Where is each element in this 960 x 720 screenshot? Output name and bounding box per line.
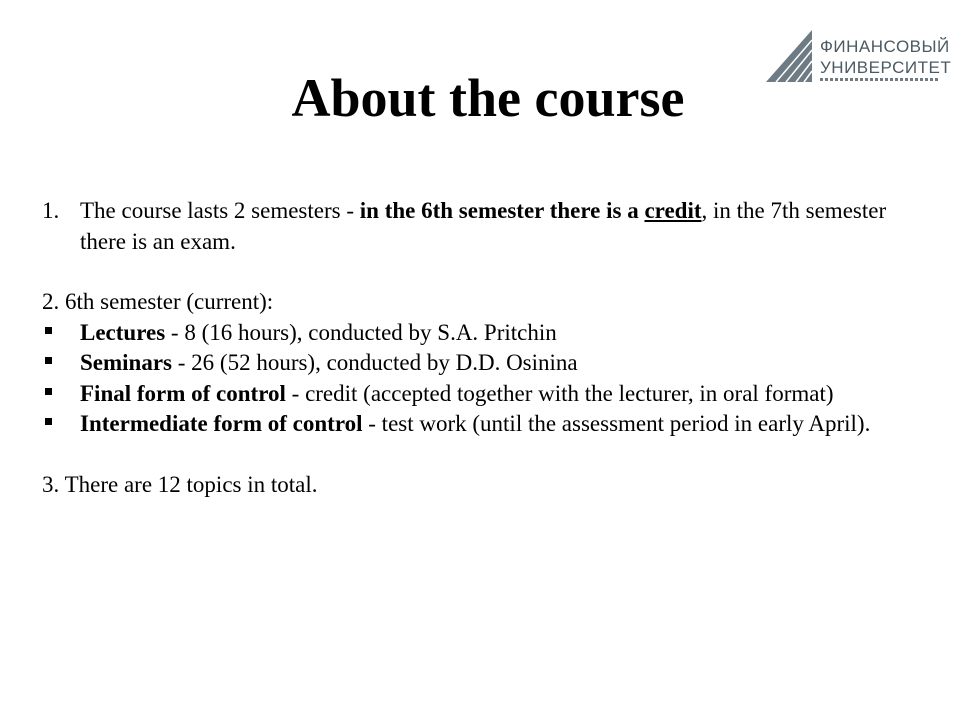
spacer: [42, 440, 932, 470]
logo-text-line2: УНИВЕРСИТЕТ: [820, 58, 952, 77]
bullet-text: - test work (until the assessment period in early April).: [362, 411, 871, 436]
bullet-item: [42, 348, 932, 379]
square-bullet-icon: [45, 388, 52, 395]
item1-bold-text: in the 6th semester there is a: [359, 198, 645, 223]
bullet-text: - 26 (52 hours), conducted by D.D. Osinina: [172, 350, 578, 375]
bullet-bold-label: Intermediate form of control: [80, 411, 363, 436]
item1-text-a: The course lasts 2 semesters -: [80, 198, 360, 223]
item2-heading: 2. 6th semester (current):: [42, 289, 274, 314]
list-item-1-marker: 1.: [42, 198, 60, 223]
list-item-1: [42, 196, 932, 257]
item3-text: 3. There are 12 topics in total.: [42, 471, 318, 497]
slide-content: [42, 196, 932, 500]
bullet-bold-label: Lectures: [80, 319, 166, 345]
bullet-item: [42, 379, 932, 410]
item1-text-b: , in the 7th semester there is an exam.: [80, 198, 887, 254]
square-bullet-icon: [45, 357, 52, 364]
slide-title: About the course: [291, 68, 685, 128]
bullet-bold-label: Seminars: [80, 350, 172, 375]
bullet-text: - credit (accepted together with the lecturer, in oral format): [285, 380, 834, 406]
bullet-bold-label: Final form of control: [80, 380, 286, 406]
bullet-item: [42, 409, 932, 440]
item1-credit-text: credit: [644, 198, 702, 223]
bullet-text: - 8 (16 hours), conducted by S.A. Pritchin: [165, 319, 557, 345]
square-bullet-icon: [45, 327, 52, 334]
bullet-item: [42, 318, 932, 349]
spacer: [42, 257, 932, 287]
square-bullet-icon: [45, 418, 52, 425]
logo-text-line1: ФИНАНСОВЫЙ: [820, 37, 950, 56]
